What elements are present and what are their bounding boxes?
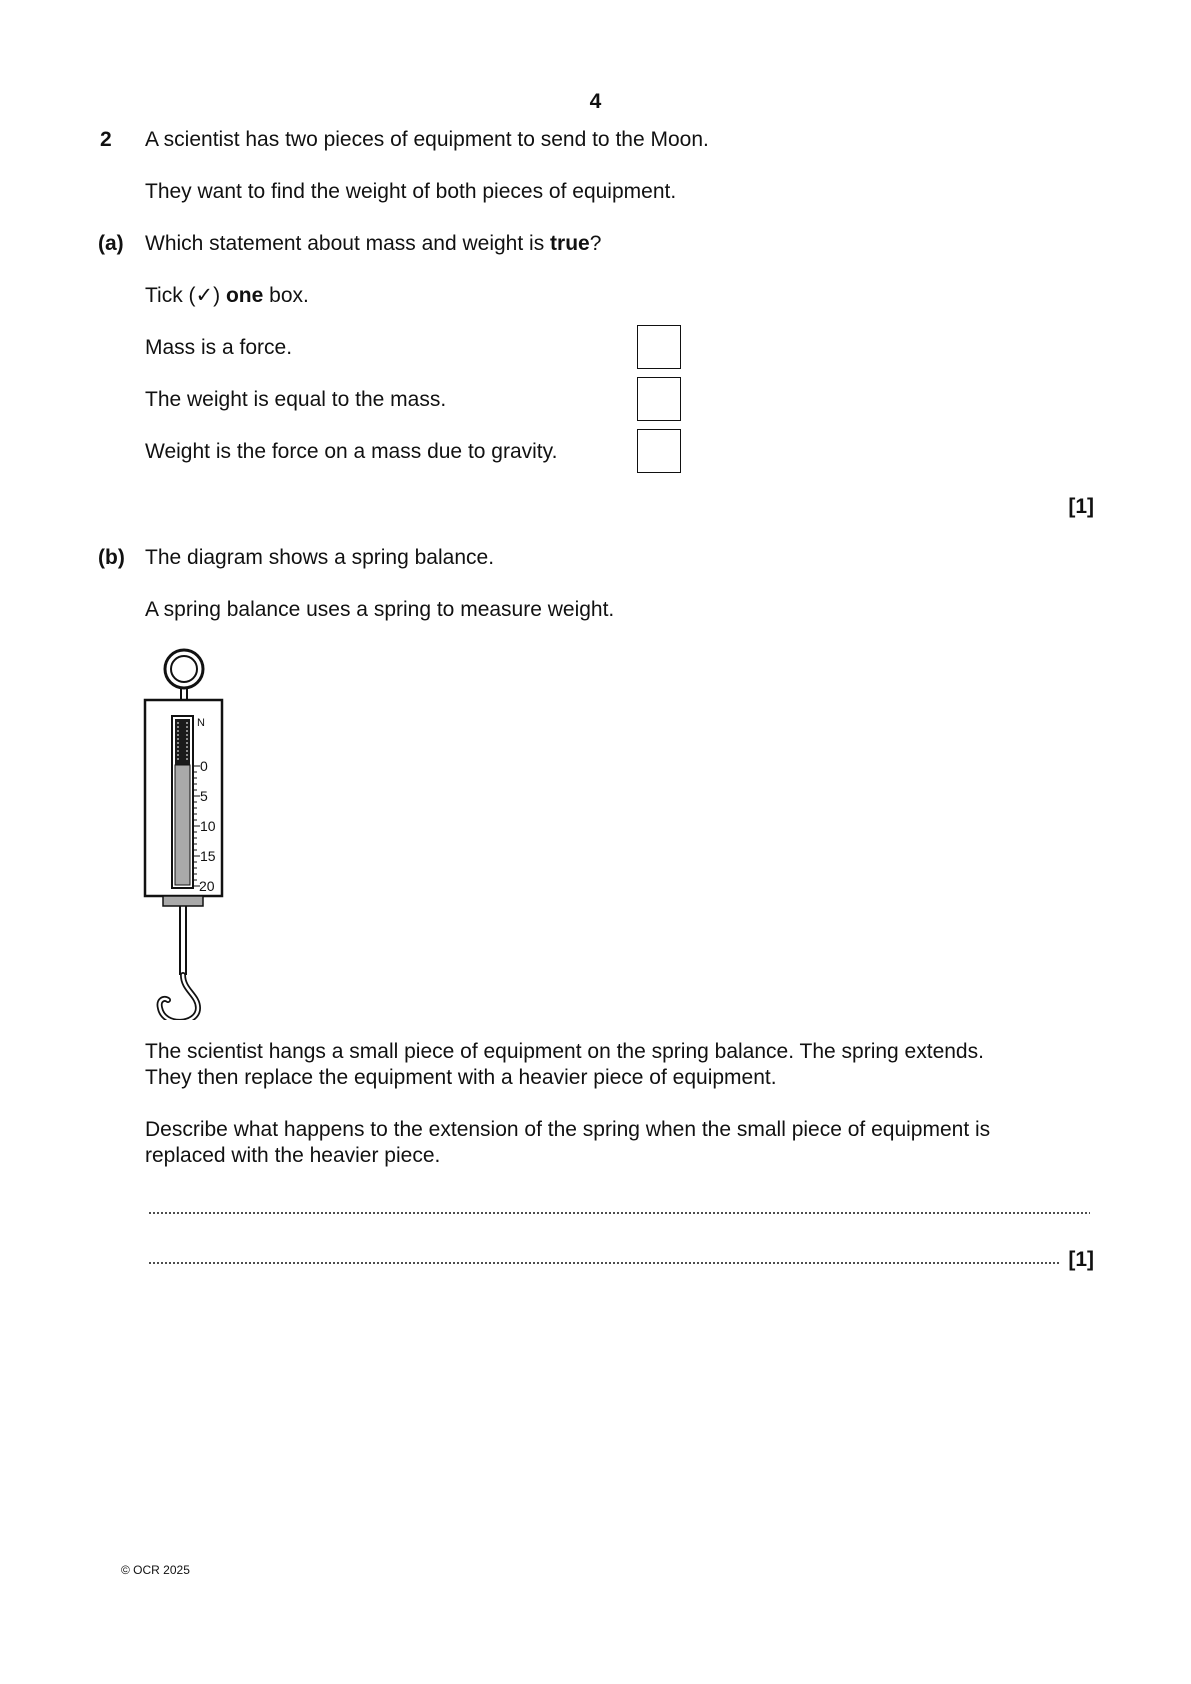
- tick-instruction: [145, 283, 309, 309]
- spring: [175, 719, 190, 765]
- part-b-para-2-line-2: replaced with the heavier piece.: [145, 1144, 441, 1167]
- indicator-bar: [175, 765, 190, 885]
- question-intro-line-2: They want to find the weight of both pieces of equipment.: [145, 180, 677, 203]
- scale-label-5: 5: [200, 788, 208, 804]
- tick-instruction-end: box.: [263, 284, 309, 307]
- part-a-marks: [1]: [1068, 495, 1094, 518]
- option-1-label: Mass is a force.: [145, 336, 293, 359]
- question-intro-line-1: A scientist has two pieces of equipment to send to the Moon.: [145, 128, 709, 151]
- scale-label-10: 10: [200, 818, 216, 834]
- part-b-label: (b): [98, 546, 125, 569]
- answer-line-2[interactable]: [148, 1262, 1059, 1264]
- option-1-tickbox[interactable]: [637, 325, 681, 369]
- option-3-label: Weight is the force on a mass due to gravity.: [145, 440, 558, 463]
- option-2-label: The weight is equal to the mass.: [145, 388, 447, 411]
- bottom-collar: [163, 896, 203, 906]
- scale-label-15: 15: [200, 848, 216, 864]
- option-3-tickbox[interactable]: [637, 429, 681, 473]
- part-b-para-2-line-1: Describe what happens to the extension of the spring when the small piece of equipment is: [145, 1118, 991, 1141]
- scale-label-20: 20: [199, 878, 215, 894]
- part-a-label: (a): [98, 232, 124, 255]
- part-b-line-1: The diagram shows a spring balance.: [145, 546, 495, 569]
- part-a-question-end: ?: [589, 232, 602, 255]
- copyright-footer: © OCR 2025: [121, 1563, 190, 1577]
- tick-instruction-emphasis: one: [225, 284, 264, 307]
- question-number: 2: [100, 128, 112, 151]
- part-b-para-1-line-2: They then replace the equipment with a heavier piece of equipment.: [145, 1066, 777, 1089]
- spring-balance-diagram: [138, 640, 238, 1020]
- part-a-question: [145, 231, 601, 257]
- part-b-para-1-line-1: The scientist hangs a small piece of equipment on the spring balance. The spring extends.: [145, 1040, 984, 1063]
- part-a-question-text: Which statement about mass and weight is: [145, 232, 551, 255]
- answer-line-1[interactable]: [148, 1212, 1090, 1214]
- scale-label-0: 0: [200, 758, 208, 774]
- top-ring-inner: [171, 656, 197, 682]
- scale-unit: N: [197, 717, 205, 729]
- part-b-line-2: A spring balance uses a spring to measure weight.: [145, 598, 615, 621]
- part-b-marks: [1]: [1068, 1248, 1094, 1271]
- page-number: 4: [589, 90, 602, 113]
- tick-instruction-text: Tick (✓): [145, 284, 226, 307]
- option-2-tickbox[interactable]: [637, 377, 681, 421]
- part-a-question-emphasis: true: [550, 232, 590, 255]
